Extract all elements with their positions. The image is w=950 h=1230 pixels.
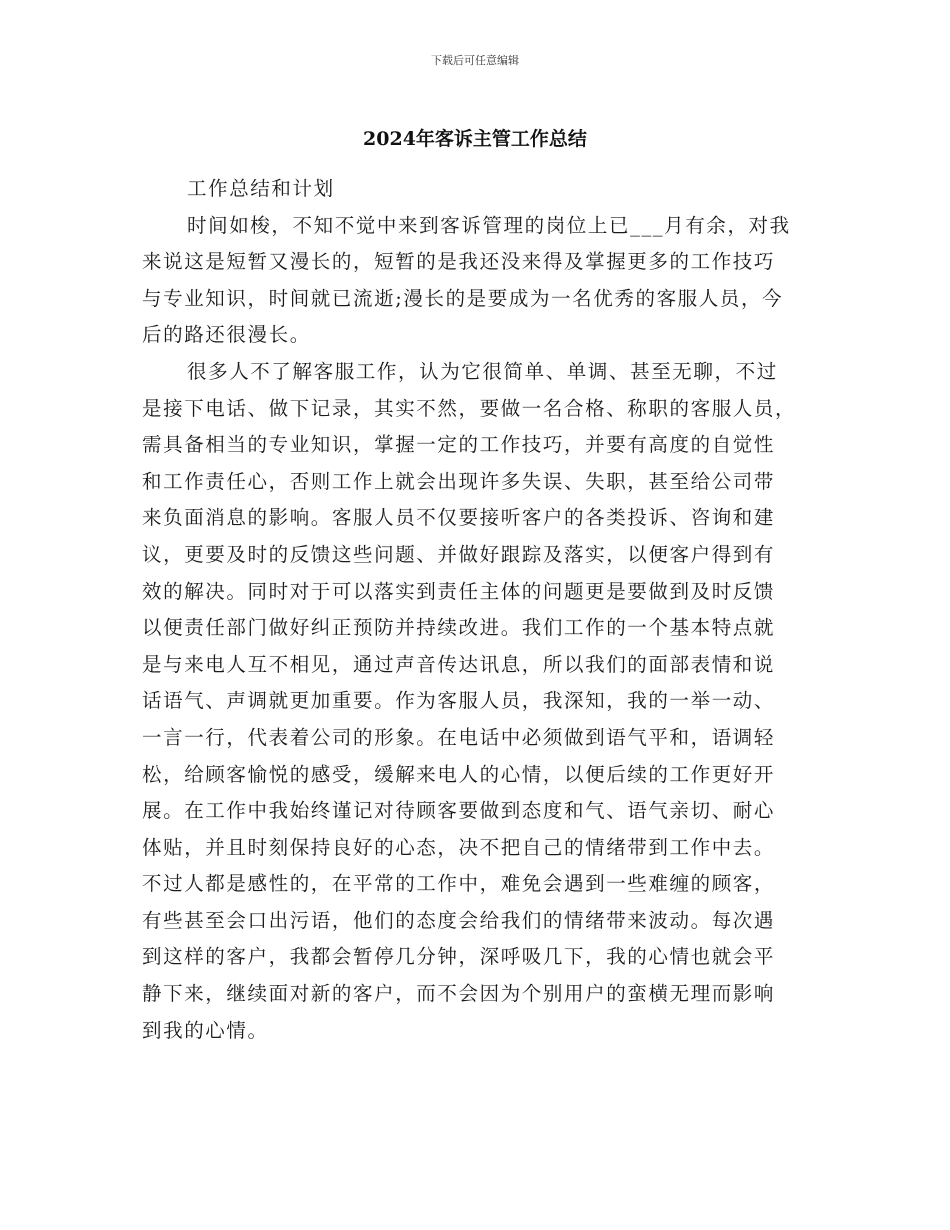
paragraph-line: 一言一行，代表着公司的形象。在电话中必须做到语气平和，语调轻	[142, 725, 776, 749]
paragraph-line: 需具备相当的专业知识，掌握一定的工作技巧，并要有高度的自觉性	[142, 433, 776, 457]
header-note: 下载后可任意编辑	[431, 54, 519, 67]
paragraph-line: 松，给顾客愉悦的感受，缓解来电人的心情，以便后续的工作更好开	[142, 762, 776, 786]
paragraph-line: 是接下电话、做下记录，其实不然，要做一名合格、称职的客服人员，	[142, 396, 797, 420]
paragraph-line: 展。在工作中我始终谨记对待顾客要做到态度和气、语气亲切、耐心	[142, 799, 776, 823]
paragraph-line: 以便责任部门做好纠正预防并持续改进。我们工作的一个基本特点就	[142, 616, 776, 640]
paragraph-line: 时间如梭，不知不觉中来到客诉管理的岗位上已___月有余，对我	[187, 213, 791, 237]
paragraph-line: 不过人都是感性的，在平常的工作中，难免会遇到一些难缠的顾客，	[142, 872, 776, 896]
paragraph-line: 效的解决。同时对于可以落实到责任主体的问题更是要做到及时反馈	[142, 579, 776, 603]
paragraph-2	[142, 354, 814, 1049]
paragraph-line: 有些甚至会口出污语，他们的态度会给我们的情绪带来波动。每次遇	[142, 908, 776, 932]
paragraph-line: 话语气、声调就更加重要。作为客服人员，我深知，我的一举一动、	[142, 689, 776, 713]
paragraph-line: 体贴，并且时刻保持良好的心态，决不把自己的情绪带到工作中去。	[142, 835, 776, 859]
document-title: 2024年客诉主管工作总结	[363, 128, 587, 150]
paragraph-line: 与专业知识，时间就已流逝;漫长的是要成为一名优秀的客服人员，今	[142, 286, 784, 310]
paragraph-line: 来说这是短暂又漫长的，短暂的是我还没来得及掌握更多的工作技巧	[142, 250, 776, 274]
paragraph-line: 很多人不了解客服工作，认为它很简单、单调、甚至无聊，不过	[187, 359, 778, 383]
paragraph-line: 到这样的客户，我都会暂停几分钟，深呼吸几下，我的心情也就会平	[142, 945, 776, 969]
paragraph-line: 议，更要及时的反馈这些问题、并做好跟踪及落实，以便客户得到有	[142, 542, 776, 566]
document-body	[142, 171, 814, 1049]
paragraph-line: 来负面消息的影响。客服人员不仅要接听客户的各类投诉、咨询和建	[142, 506, 776, 530]
paragraph-line: 到我的心情。	[142, 1018, 269, 1042]
paragraph-line: 静下来，继续面对新的客户，而不会因为个别用户的蛮横无理而影响	[142, 982, 776, 1006]
paragraph-line: 后的路还很漫长。	[142, 323, 311, 347]
subheading: 工作总结和计划	[187, 177, 335, 200]
paragraph-line: 是与来电人互不相见，通过声音传达讯息，所以我们的面部表情和说	[142, 652, 776, 676]
paragraph-line: 和工作责任心，否则工作上就会出现许多失误、失职，甚至给公司带	[142, 469, 776, 493]
paragraph-1	[142, 208, 814, 354]
